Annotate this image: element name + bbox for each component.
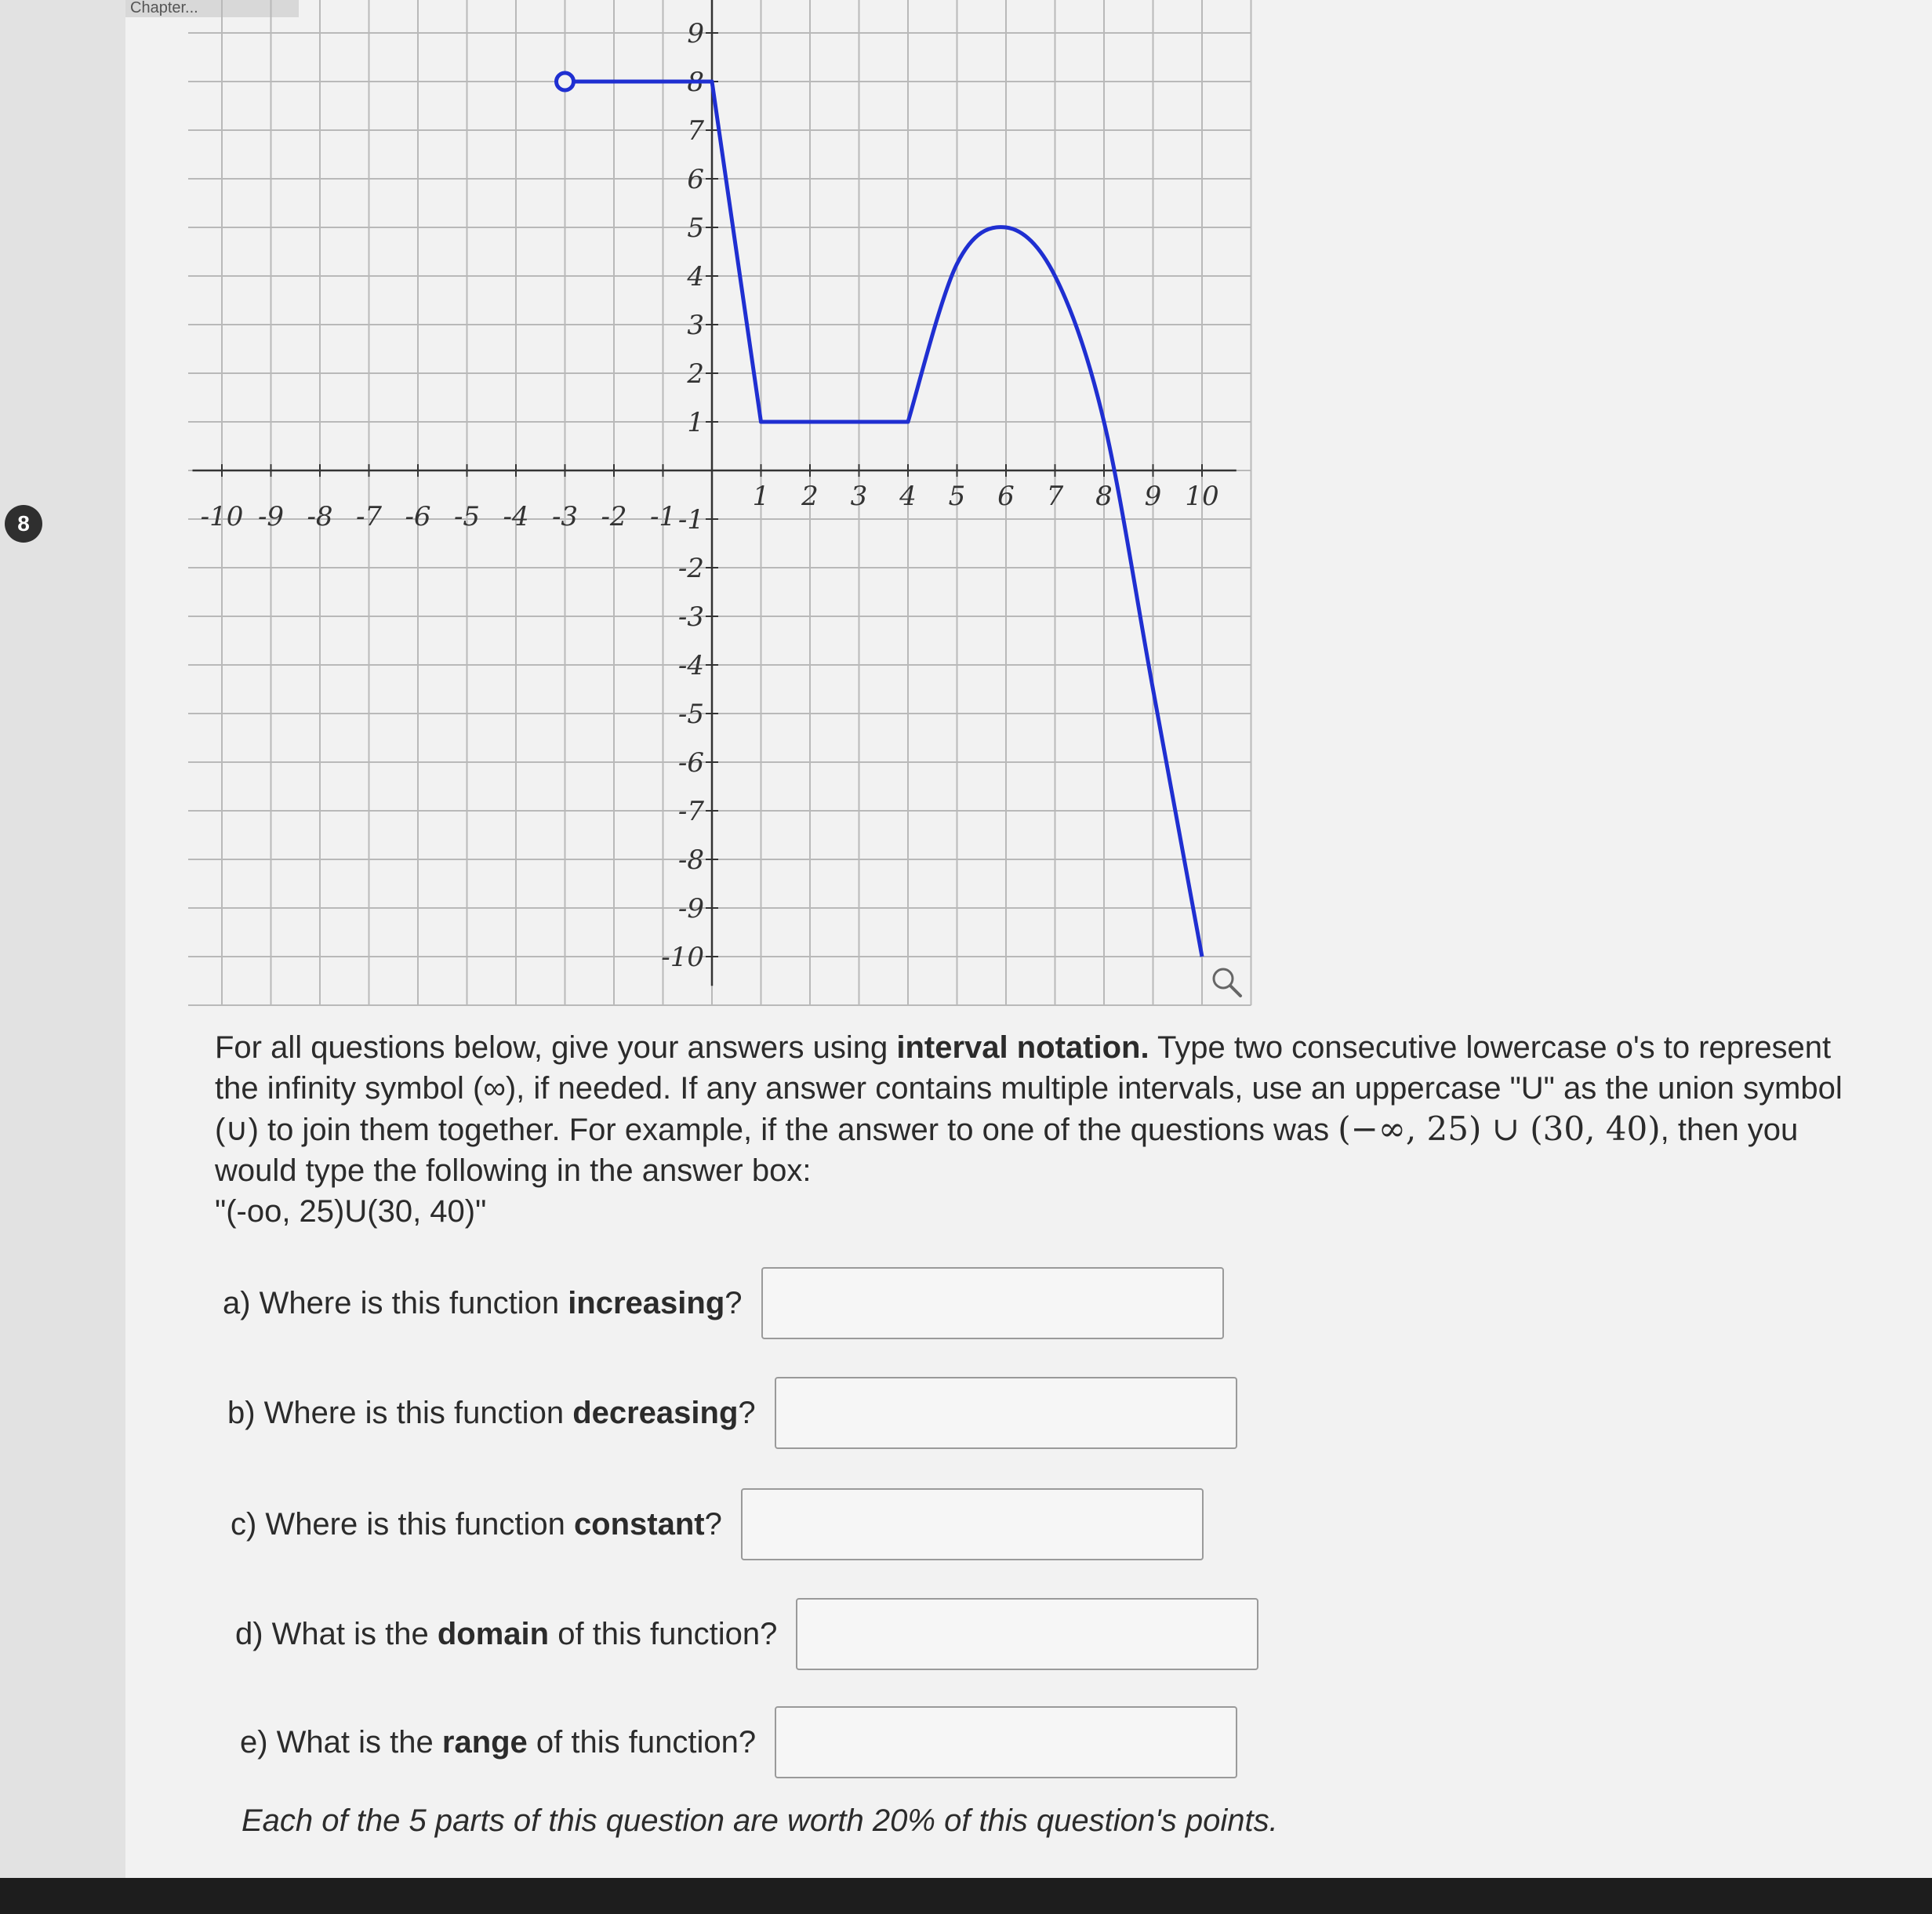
x-tick-label: 10: [1185, 481, 1219, 512]
x-tick-label: 3: [850, 481, 868, 512]
instructions-part3: , then you would type the following in the answer box:: [215, 1113, 1799, 1188]
question-b-label: b) Where is this function decreasing?: [227, 1395, 756, 1430]
y-tick-label: 2: [687, 358, 704, 390]
endpoint-markers: [557, 73, 574, 90]
graph-grid: [188, 0, 1251, 1005]
y-tick-label: 3: [687, 310, 704, 341]
question-b: [227, 1377, 1237, 1449]
answer-input-increasing[interactable]: [761, 1267, 1224, 1339]
x-tick-label: 2: [801, 481, 819, 512]
instructions-interval-notation: interval notation.: [896, 1030, 1149, 1065]
x-tick-label: -9: [257, 501, 285, 532]
answer-input-domain[interactable]: [796, 1598, 1258, 1670]
answer-input-decreasing[interactable]: [775, 1377, 1237, 1449]
y-tick-label: -9: [677, 893, 704, 924]
x-tick-labels: [201, 464, 1219, 532]
x-tick-label: 4: [899, 481, 917, 512]
y-tick-label: -7: [677, 796, 704, 827]
question-e: [240, 1706, 1237, 1778]
function-graph: [188, 0, 1270, 1019]
y-tick-label: 6: [687, 164, 704, 195]
x-tick-label: -4: [503, 501, 529, 532]
x-tick-label: 7: [1046, 481, 1064, 512]
question-d-label: d) What is the domain of this function?: [235, 1616, 778, 1651]
y-tick-label: -4: [677, 650, 704, 681]
chapter-tab[interactable]: Chapter...: [125, 0, 299, 17]
y-tick-label: -10: [661, 942, 704, 973]
y-tick-label: 7: [687, 115, 704, 147]
y-tick-label: -8: [677, 844, 704, 876]
y-tick-label: 4: [687, 261, 704, 292]
x-tick-label: -6: [405, 501, 431, 532]
y-tick-label: -2: [677, 553, 704, 584]
question-c-label: c) Where is this function constant?: [231, 1506, 722, 1542]
y-tick-label: 9: [687, 18, 704, 49]
x-tick-label: 9: [1144, 481, 1162, 512]
question-e-label: e) What is the range of this function?: [240, 1724, 757, 1760]
math-example: (−∞, 25) ∪ (30, 40): [1338, 1110, 1661, 1148]
y-tick-label: 5: [687, 212, 704, 244]
question-number-badge: 8: [5, 505, 42, 543]
y-tick-labels: [661, 18, 718, 973]
question-d: [235, 1598, 1258, 1670]
left-margin: [0, 0, 125, 1914]
y-tick-label: 1: [687, 407, 704, 438]
graph-axes: [193, 0, 1237, 986]
y-tick-label: -1: [677, 504, 704, 536]
x-tick-label: -7: [355, 501, 383, 532]
x-tick-label: -5: [453, 501, 481, 532]
bottom-bar: [0, 1878, 1932, 1914]
x-tick-label: -1: [649, 501, 677, 532]
magnifier-icon: [1214, 969, 1240, 996]
points-note: Each of the 5 parts of this question are worth 20% of this question's points.: [242, 1803, 1278, 1838]
x-tick-label: -8: [307, 501, 333, 532]
y-tick-label: -6: [677, 747, 704, 779]
y-tick-label: -3: [677, 601, 704, 633]
x-tick-label: -3: [551, 501, 579, 532]
answer-input-range[interactable]: [775, 1706, 1237, 1778]
x-tick-label: 1: [752, 481, 770, 512]
open-circle-marker: [557, 73, 574, 90]
x-tick-label: -2: [601, 501, 627, 532]
x-tick-label: 8: [1095, 481, 1113, 512]
x-tick-label: 6: [997, 481, 1015, 512]
instructions: [215, 1027, 1869, 1232]
y-tick-label: -5: [677, 699, 704, 730]
x-tick-label: -10: [200, 501, 244, 532]
instructions-part2: Type two consecutive lowercase o's to represent the infinity symbol (∞), if needed. If any answer contains multiple intervals, use an uppercase "U" as the union symbol (∪) to join them together. For example, if the answer to one of the questions was: [215, 1030, 1843, 1147]
y-tick-label: 8: [687, 67, 704, 98]
typed-example: "(-oo, 25)U(30, 40)": [215, 1194, 487, 1229]
question-a: [223, 1267, 1224, 1339]
question-a-label: a) Where is this function increasing?: [223, 1285, 743, 1320]
instructions-part1: For all questions below, give your answers using: [215, 1030, 897, 1065]
x-tick-label: 5: [948, 481, 966, 512]
answer-input-constant[interactable]: [741, 1488, 1204, 1560]
question-c: [231, 1488, 1204, 1560]
